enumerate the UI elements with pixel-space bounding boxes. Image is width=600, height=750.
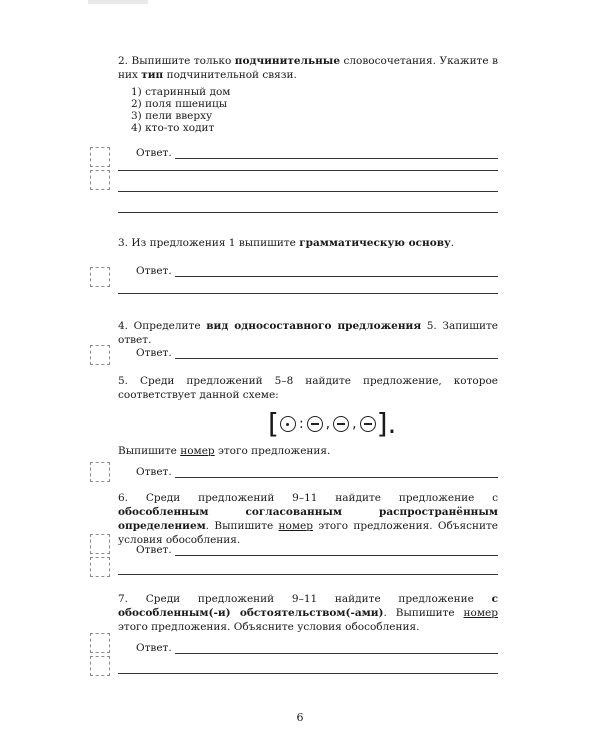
option-item: 1) старинный дом [131,86,231,98]
schema-predicate-circle [360,416,376,432]
option-item: 2) поля пшеницы [131,98,228,110]
answer-label: Ответ. [136,544,172,556]
task-7 [118,592,498,634]
option-item: 4) кто-то ходит [131,122,215,134]
schema-comma: , [325,416,331,432]
answer-line[interactable] [118,212,498,213]
task-5-subtext: Выпишите номер этого предложения. [118,445,331,457]
answer-box[interactable] [90,170,110,190]
task-2-text: 2. Выпишите только подчинительные словосочетания. Укажите в них тип подчинительной связи. [118,55,498,81]
task-3-text: 3. Из предложения 1 выпишите грамматическую основу. [118,237,455,249]
answer-label: Ответ. [136,265,172,277]
answer-box[interactable] [90,557,110,577]
sentence-schema [268,407,397,440]
answer-row [136,466,498,478]
answer-line[interactable] [175,149,498,159]
schema-open-bracket: [ [268,407,279,440]
page-number: 6 [296,711,304,724]
answer-row [136,347,498,359]
answer-line[interactable] [118,170,498,171]
answer-line[interactable] [118,673,498,674]
task-5 [118,374,498,402]
answer-box[interactable] [90,147,110,167]
top-edge-mark [88,0,148,4]
answer-line[interactable] [175,546,498,556]
task-7-text: 7. Среди предложений 9–11 найдите предложение с обособленным(-и) обстоятельством(-ами). Выпишите номер этого предложения. Объясните условия обособления. [118,593,498,633]
answer-row [136,147,498,159]
schema-subject-circle [280,416,296,432]
schema-predicate-circle [307,416,323,432]
answer-box[interactable] [90,656,110,676]
answer-row [136,642,498,654]
schema-comma: , [352,416,357,432]
answer-line[interactable] [118,574,498,575]
answer-line[interactable] [175,267,498,277]
task-2 [118,54,498,82]
task-6 [118,491,498,547]
answer-label: Ответ. [136,147,172,159]
answer-box[interactable] [90,633,110,653]
answer-box[interactable] [90,267,110,287]
answer-line[interactable] [175,644,498,654]
answer-box[interactable] [90,462,110,482]
schema-colon: : [298,416,304,432]
task-4 [118,319,498,347]
answer-row [136,544,498,556]
task-2-options [131,86,230,134]
answer-label: Ответ. [136,466,172,478]
answer-line[interactable] [175,349,498,359]
answer-line[interactable] [175,468,498,478]
answer-box[interactable] [90,534,110,554]
task-5-text: 5. Среди предложений 5–8 найдите предложение, которое соответствует данной схеме: [118,375,498,401]
schema-close-bracket: ]. [376,407,397,440]
task-4-text: 4. Определите вид односоставного предложения 5. Запишите ответ. [118,320,498,346]
answer-box[interactable] [90,345,110,365]
answer-line[interactable] [118,293,498,294]
answer-row [136,265,498,277]
task-3 [118,236,498,250]
answer-label: Ответ. [136,642,172,654]
option-item: 3) пели вверху [131,110,213,122]
task-6-text: 6. Среди предложений 9–11 найдите предложение с обособленным согласованным распространённым определением. Выпишите номер этого предложения. Объясните условия обособления. [118,492,498,546]
answer-label: Ответ. [136,347,172,359]
schema-predicate-circle [333,416,349,432]
answer-line[interactable] [118,191,498,192]
